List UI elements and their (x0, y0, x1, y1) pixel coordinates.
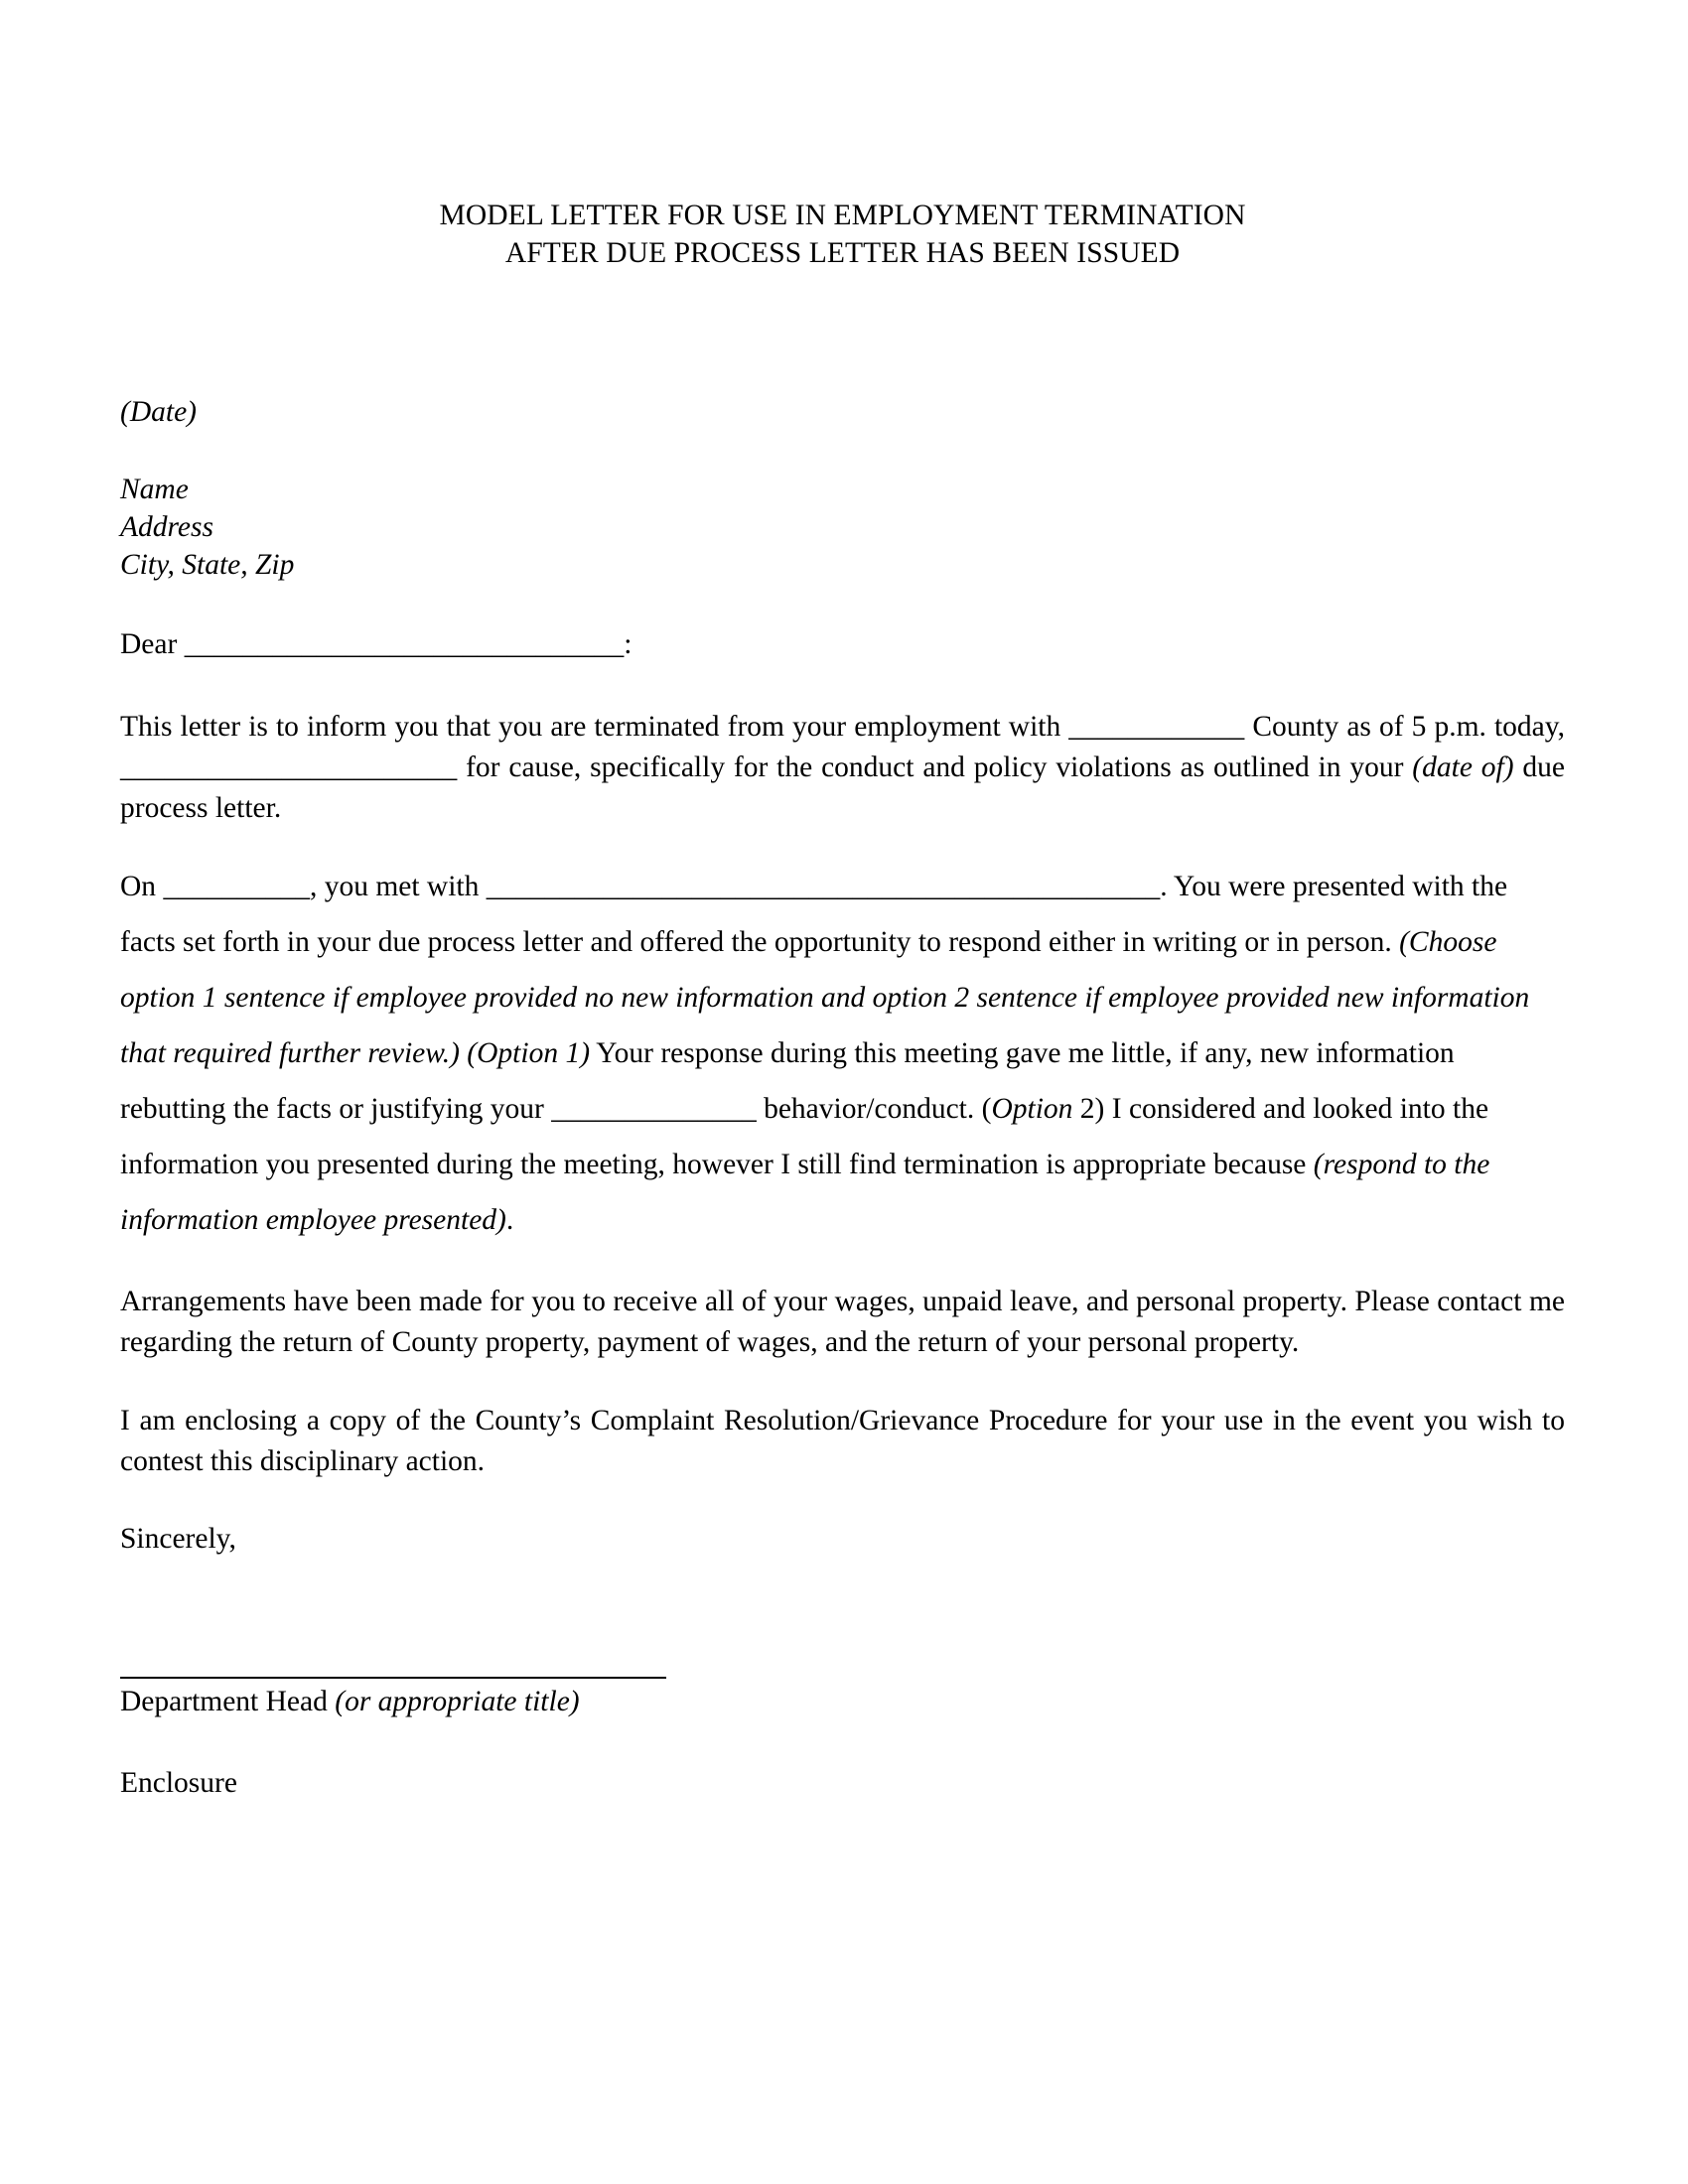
title-line-1: MODEL LETTER FOR USE IN EMPLOYMENT TERMINATION (439, 200, 1246, 231)
p2-seg7: 2) I considered and looked into the information you presented during the meeting, however I still find termination is appropriate because (120, 1093, 1489, 1180)
p2-seg1: On (120, 871, 164, 902)
paragraph-grievance-enclosure: I am enclosing a copy of the County’s Complaint Resolution/Grievance Procedure for your use in the event you wish to contest this disciplinary action. (120, 1405, 1565, 1477)
p1-date-of-italic: (date of) (1412, 751, 1514, 783)
p2-seg8: . (505, 1204, 514, 1236)
paragraph-termination-notice (120, 707, 1565, 829)
p1-date-blank-field[interactable]: _______________________ (120, 751, 458, 783)
salutation-line (120, 625, 1565, 663)
letter-body (120, 0, 1565, 1802)
page-title (120, 197, 1565, 272)
salutation-colon: : (624, 628, 633, 660)
p2-date-blank-field[interactable]: __________ (163, 871, 310, 902)
p2-seg5: Your response during this meeting gave me little, if any, new information rebutting the facts or justifying your (120, 1037, 1455, 1125)
recipient-address-block (120, 471, 1565, 584)
signature-line (120, 1677, 666, 1679)
p1-seg3: for cause, specifically for the conduct and policy violations as outlined in your (457, 751, 1413, 783)
p2-option-1-label: (Option 1) (467, 1037, 591, 1069)
recipient-address: Address (120, 511, 213, 543)
signature-title-roman: Department Head (120, 1686, 336, 1717)
p2-behavior-blank-field[interactable]: ______________ (551, 1093, 757, 1125)
date-placeholder: (Date) (120, 396, 197, 428)
p1-seg2: County as of 5 p.m. today, (1244, 711, 1565, 743)
title-line-2: AFTER DUE PROCESS LETTER HAS BEEN ISSUED (504, 237, 1181, 269)
p2-option-2-label: Option (991, 1093, 1073, 1125)
salutation-greeting: Dear (120, 628, 178, 660)
paragraph-meeting-options (120, 859, 1565, 1248)
p2-seg6: behavior/conduct. ( (756, 1093, 992, 1125)
paragraph-arrangements: Arrangements have been made for you to receive all of your wages, unpaid leave, and personal property. Please contact me regarding the return of County property, payment of wages, and the return of your personal property. (120, 1286, 1565, 1358)
signature-block (120, 1677, 1565, 1720)
recipient-name: Name (120, 474, 189, 505)
p2-instruction-italic: (Choose option 1 sentence if employee provided no new information and option 2 sentence if employee provided new information that required further review.) (120, 926, 1530, 1069)
signature-title-italic: (or appropriate title) (335, 1686, 580, 1717)
p2-attendees-blank-field[interactable]: ______________________________________________ (486, 871, 1161, 902)
p1-seg1: This letter is to inform you that you are terminated from your employment with (120, 711, 1069, 743)
p2-respond-italic: (respond to the information employee presented) (120, 1149, 1490, 1236)
p1-county-blank-field[interactable]: ____________ (1068, 711, 1245, 743)
p2-seg2: , you met with (309, 871, 487, 902)
p2-seg3: . You were presented with the facts set forth in your due process letter and offered the opportunity to respond either in writing or in person. (120, 871, 1508, 958)
recipient-city-state-zip: City, State, Zip (120, 549, 295, 581)
signature-title (120, 1683, 1565, 1720)
closing-line: Sincerely, (120, 1523, 236, 1555)
enclosure-note: Enclosure (120, 1767, 237, 1799)
p1-seg4: due process letter. (120, 751, 1565, 824)
salutation-blank-field[interactable]: ______________________________ (184, 628, 625, 660)
